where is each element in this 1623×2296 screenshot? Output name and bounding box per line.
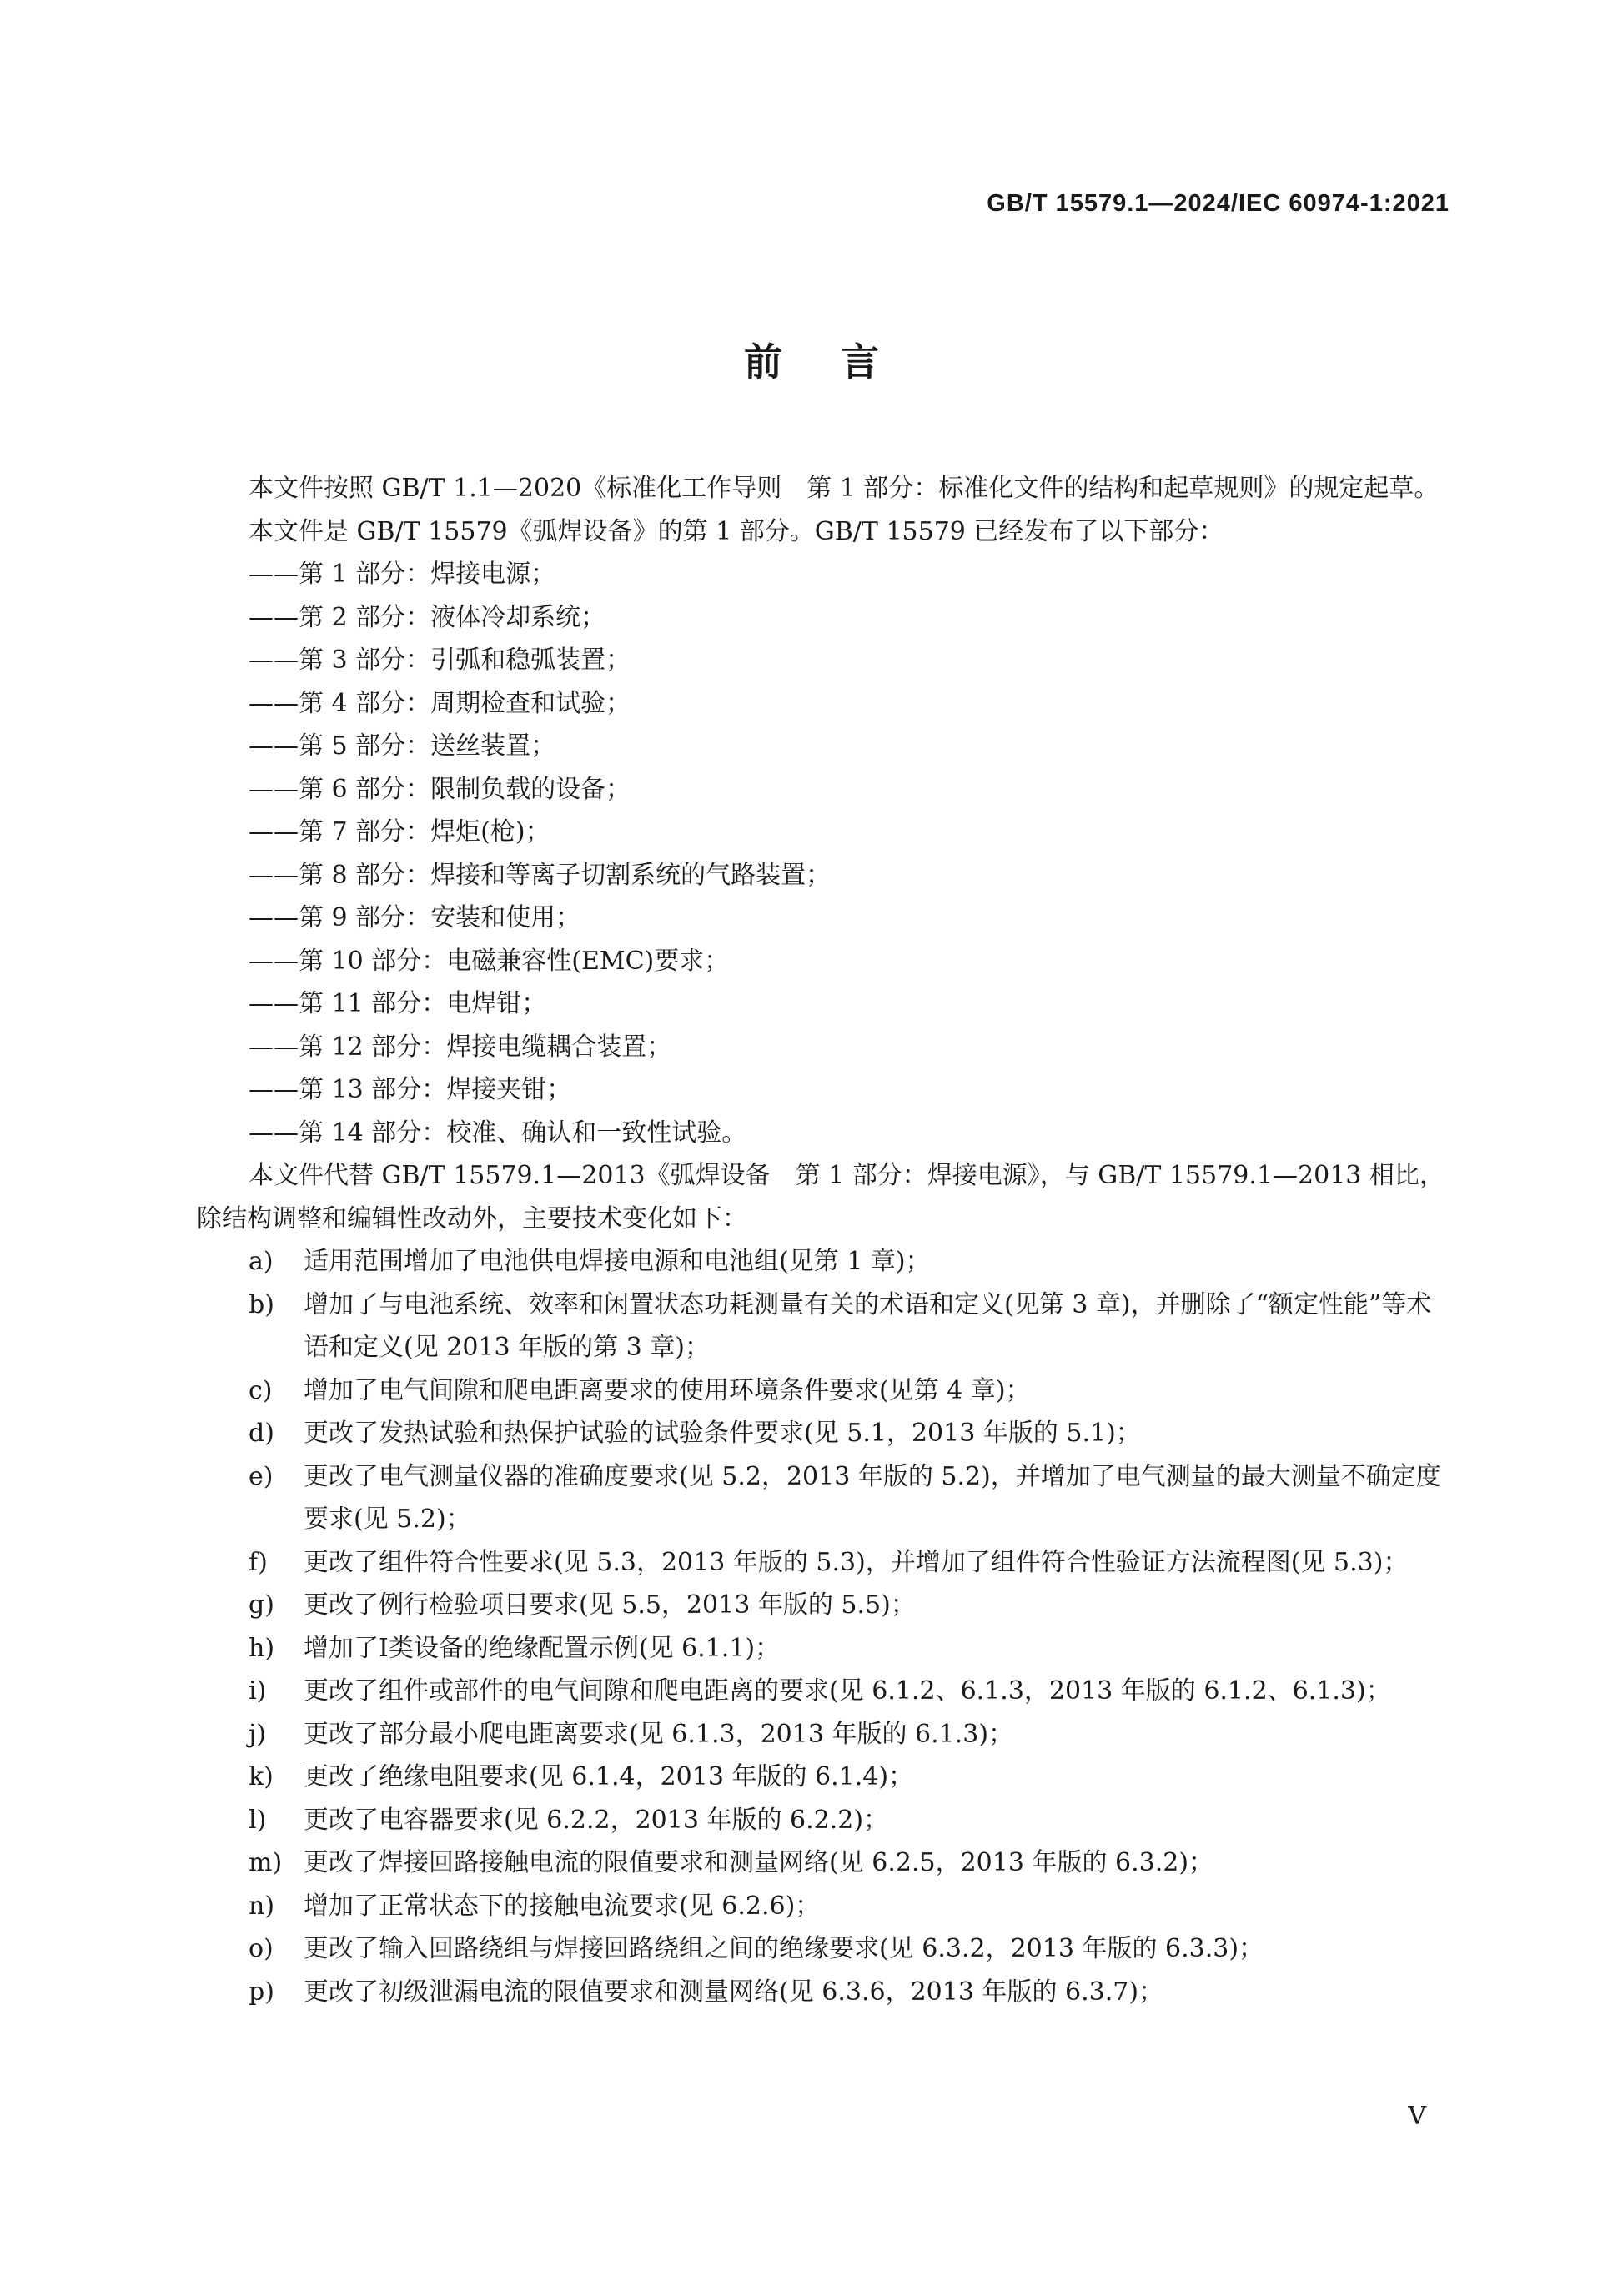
item-marker: p) [249,1977,274,2007]
list-item: ——第 6 部分：限制负载的设备； [249,774,631,804]
item-text: 更改了电气测量仪器的准确度要求(见 5.2，2013 年版的 5.2)，并增加了电气测量的最大测量不确定度要求(见 5.2)； [304,1461,1441,1534]
item-marker: m) [249,1848,283,1877]
intro-paragraph-2: 本文件是 GB/T 15579《弧焊设备》的第 1 部分。GB/T 15579 已经发布了以下部分： [249,516,1224,546]
item-text: 适用范围增加了电池供电焊接电源和电池组(见第 1 章)； [304,1247,931,1276]
list-item: ——第 3 部分：引弧和稳弧装置； [249,646,631,675]
list-item: ——第 11 部分：电焊钳； [249,989,547,1018]
item-text: 增加了与电池系统、效率和闲置状态功耗测量有关的术语和定义(见第 3 章)，并删除了“额定性能”等术语和定义(见 2013 年版的第 3 章)； [304,1289,1432,1362]
item-marker: l) [249,1805,267,1835]
item-text: 增加了电气间隙和爬电距离要求的使用环境条件要求(见第 4 章)； [304,1375,1031,1405]
change-item [249,1455,1455,1541]
standard-code: GB/T 15579.1—2024/IEC 60974-1:2021 [987,190,1450,217]
change-item [249,1369,1455,1413]
list-item: ——第 5 部分：送丝装置； [249,731,556,761]
change-item [249,1971,1455,2014]
list-item: ——第 1 部分：焊接电源； [249,560,556,589]
list-item: ——第 2 部分：液体冷却系统； [249,602,606,632]
item-marker: i) [249,1676,267,1706]
item-text: 更改了绝缘电阻要求(见 6.1.4，2013 年版的 6.1.4)； [304,1762,914,1791]
change-item [249,1927,1455,1971]
list-item: ——第 4 部分：周期检查和试验； [249,688,631,718]
list-item: ——第 7 部分：焊炬(枪)； [249,817,550,847]
page-title: 前言 [744,339,937,384]
item-text: 更改了电容器要求(见 6.2.2，2013 年版的 6.2.2)； [304,1805,889,1835]
item-marker: c) [249,1375,273,1405]
list-item: ——第 14 部分：校准、确认和一致性试验。 [249,1118,747,1148]
item-text: 更改了组件或部件的电气间隙和爬电距离的要求(见 6.1.2、6.1.3，2013 年版的 6.1.2、6.1.3)； [304,1676,1391,1706]
change-item [249,1885,1455,1928]
item-marker: d) [249,1419,274,1448]
item-marker: a) [249,1247,274,1276]
item-marker: f) [249,1547,268,1577]
item-text: 更改了焊接回路接触电流的限值要求和测量网络(见 6.2.5，2013 年版的 6.3.2)； [304,1848,1214,1877]
item-text: 增加了Ⅰ类设备的绝缘配置示例(见 6.1.1)； [304,1633,781,1663]
item-text: 更改了发热试验和热保护试验的试验条件要求(见 5.1，2013 年版的 5.1)； [304,1419,1141,1448]
item-text: 更改了部分最小爬电距离要求(见 6.1.3，2013 年版的 6.1.3)； [304,1719,1014,1749]
item-text: 更改了输入回路绕组与焊接回路绕组之间的绝缘要求(见 6.3.2，2013 年版的 6.3.3)； [304,1934,1264,1963]
document-body [197,467,1455,2013]
change-item [249,1670,1455,1713]
item-marker: e) [249,1461,274,1491]
change-item [249,1284,1455,1369]
list-item: ——第 9 部分：安装和使用； [249,903,581,932]
item-text: 增加了正常状态下的接触电流要求(见 6.2.6)； [304,1891,821,1921]
list-item: ——第 8 部分：焊接和等离子切割系统的气路装置； [249,860,832,890]
list-item: ——第 13 部分：焊接夹钳； [249,1075,572,1104]
item-text: 更改了例行检验项目要求(见 5.5，2013 年版的 5.5)； [304,1590,916,1620]
item-marker: b) [249,1289,274,1319]
item-marker: o) [249,1934,274,1963]
change-item [249,1541,1455,1585]
change-item [249,1584,1455,1627]
item-marker: j) [249,1719,267,1749]
change-item [249,1627,1455,1671]
changes-list [197,1240,1455,2013]
change-item [249,1412,1455,1455]
page-number: Ⅴ [1408,2102,1426,2131]
change-item [249,1756,1455,1799]
item-marker: g) [249,1590,274,1620]
change-item [249,1799,1455,1842]
item-marker: h) [249,1633,275,1663]
change-item [249,1240,1455,1284]
parts-list [197,553,1455,1154]
item-text: 更改了初级泄漏电流的限值要求和测量网络(见 6.3.6，2013 年版的 6.3.7)； [304,1977,1164,2007]
item-marker: k) [249,1762,274,1791]
list-item: ——第 10 部分：电磁兼容性(EMC)要求； [249,946,730,976]
replacement-paragraph: 本文件代替 GB/T 15579.1—2013《弧焊设备 第 1 部分：焊接电源》，与 GB/T 15579.1—2013 相比，除结构调整和编辑性改动外，主要技术变化如下： [197,1161,1445,1233]
item-marker: n) [249,1891,275,1921]
list-item: ——第 12 部分：焊接电缆耦合装置； [249,1032,672,1062]
intro-paragraph-1: 本文件按照 GB/T 1.1—2020《标准化工作导则 第 1 部分：标准化文件的结构和起草规则》的规定起草。 [249,474,1440,503]
change-item [249,1841,1455,1885]
item-text: 更改了组件符合性要求(见 5.3，2013 年版的 5.3)，并增加了组件符合性验证方法流程图(见 5.3)； [304,1547,1409,1577]
change-item [249,1713,1455,1756]
